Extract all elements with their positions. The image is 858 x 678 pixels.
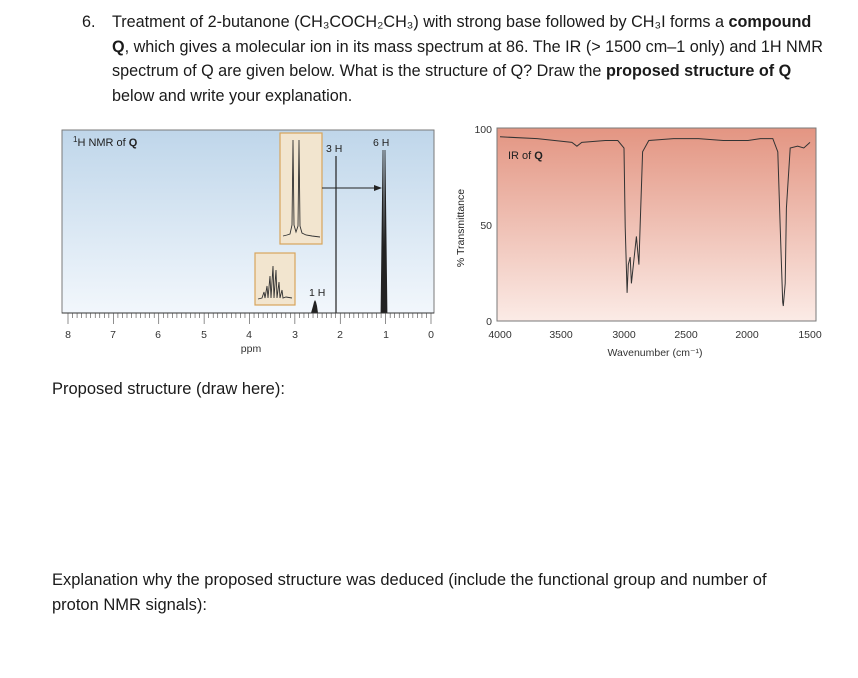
- ir-ytick-100: 100: [474, 124, 492, 136]
- ir-xtick-3000: 3000: [612, 329, 636, 341]
- ir-ytick-50: 50: [480, 220, 492, 232]
- ir-ytick-0: 0: [486, 316, 492, 328]
- question-text-2: , which gives a molecular ion in its mass spectrum at 86. The IR (> 1500 cm–1 only) and 1H NMR spectrum of Q are given below. What is the structure of Q? Draw the: [112, 37, 823, 80]
- proposed-structure-label: Proposed structure (draw here):: [52, 380, 285, 398]
- ir-title-bold: Q: [534, 150, 543, 162]
- explanation-line-2: proton NMR signals):: [52, 596, 207, 614]
- question-bold-1: compound Q: [112, 13, 812, 56]
- question-text-3: below and write your explanation.: [112, 86, 353, 105]
- explanation-line-1: Explanation why the proposed structure was deduced (include the functional group and number of: [52, 571, 767, 589]
- nmr-tick-2: 2: [337, 329, 343, 341]
- nmr-tick-8: 8: [65, 329, 71, 341]
- nmr-title: [73, 135, 138, 149]
- nmr-tick-3: 3: [292, 329, 298, 341]
- ir-ylabel: % Transmittance: [455, 188, 467, 268]
- nmr-tick-5: 5: [201, 329, 207, 341]
- nmr-tick-6: 6: [155, 329, 161, 341]
- question-number: 6.: [82, 13, 96, 31]
- nmr-xlabel: ppm: [240, 343, 262, 355]
- ir-yticks: [474, 124, 492, 328]
- nmr-label-3h: 3 H: [326, 143, 343, 155]
- nmr-minor-ticks: [68, 313, 431, 324]
- ir-xtick-1500: 1500: [798, 329, 822, 341]
- nmr-chart: [62, 130, 434, 355]
- nmr-label-1h: 1 H: [309, 287, 326, 299]
- nmr-tick-0: 0: [428, 329, 434, 341]
- ir-xtick-2000: 2000: [735, 329, 759, 341]
- nmr-tick-7: 7: [110, 329, 116, 341]
- nmr-title-bold: Q: [128, 137, 138, 149]
- ir-xtick-3500: 3500: [549, 329, 573, 341]
- ir-title: [508, 150, 543, 162]
- nmr-title-main: H NMR of: [77, 137, 129, 149]
- ir-xtick-2500: 2500: [674, 329, 698, 341]
- explanation-label: [52, 568, 842, 618]
- nmr-tick-labels: [65, 329, 434, 341]
- nmr-tick-1: 1: [383, 329, 389, 341]
- nmr-plot-background: [62, 130, 434, 313]
- question-text-1: Treatment of 2-butanone (CH₃COCH₂CH₃) with strong base followed by CH₃I forms a: [112, 13, 729, 31]
- ir-chart: [455, 124, 822, 359]
- ir-title-main: IR of: [508, 150, 535, 162]
- ir-plot-background: [497, 128, 816, 321]
- nmr-tick-4: 4: [246, 329, 252, 341]
- nmr-title-sup: 1: [73, 135, 78, 144]
- nmr-label-6h: 6 H: [373, 137, 390, 149]
- ir-xtick-4000: 4000: [488, 329, 512, 341]
- question-bold-2: proposed structure of Q: [605, 62, 792, 80]
- nmr-inset-upper: [280, 133, 322, 244]
- ir-xlabel: Wavenumber (cm⁻¹): [607, 347, 703, 359]
- ir-xticks: [488, 329, 822, 341]
